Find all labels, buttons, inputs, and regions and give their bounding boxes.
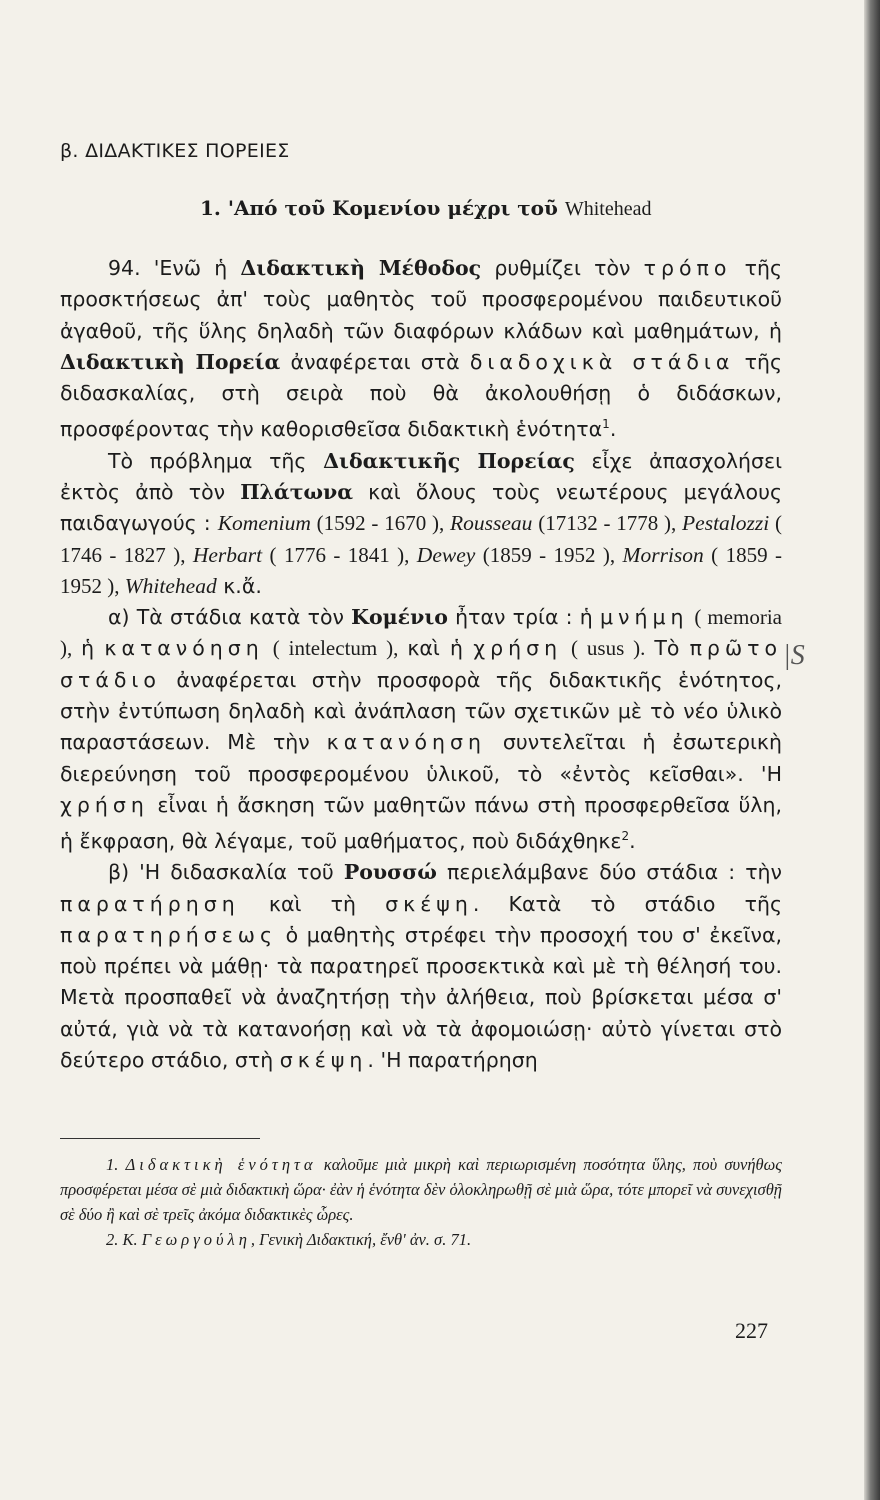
latin-term: ( usus ). [562, 636, 655, 661]
text-run: α) Τὰ στάδια κατὰ τὸν [108, 605, 352, 630]
text-run: ἀναφέρεται στὰ [280, 349, 470, 374]
bold-term: Διδακτικὴ Πορεία [60, 349, 281, 374]
text-run: ρυθμίζει τὸν [481, 256, 644, 280]
latin-term: ( memoria ), [60, 605, 782, 661]
paragraph-94 [60, 253, 782, 446]
author-name: Komenium [217, 511, 311, 536]
text-run: . Κατὰ τὸ στάδιο τῆς [472, 891, 782, 916]
spaced-term: Διδακτικὴ ἑνότητα [125, 1155, 317, 1174]
author-dates: (1859 - 1952 ), [475, 542, 623, 567]
page-edge-shadow [864, 0, 880, 1500]
spaced-term: χρήση [473, 636, 563, 661]
section-heading: β. ΔΙΔΑΚΤΙΚΕΣ ΠΟΡΕΙΕΣ [60, 140, 290, 162]
author-dates: (1592 - 1670 ), [310, 511, 450, 536]
spaced-term: Γεωργούλη [141, 1230, 251, 1249]
author-name: Rousseau [450, 511, 533, 536]
author-dates: (17132 - 1778 ), [532, 511, 683, 536]
text-run: . [629, 829, 636, 853]
text-run: ὁ μαθητὴς στρέφει τὴν προσοχή του σ' ἐκεῖνα, ποὺ πρέπει νὰ μάθῃ· τὰ παρατηρεῖ προσεκτικὰ καὶ μὲ τὴ θέλησή του. Μετὰ προσπαθεῖ νὰ ἀναζητήσῃ τὴν ἀλήθεια, ποὺ βρίσκεται μέσα σ' αὐτά, γιὰ νὰ τὰ κατανοήσῃ καὶ νὰ τὰ ἀφομοιώσῃ· αὐτὸ γίνεται στὸ δεύτερο στάδιο, στὴ [60, 922, 782, 1073]
text-run: Τὸ [654, 636, 690, 661]
bold-term: Διδακτικῆς Πορείας [323, 448, 575, 473]
spaced-term: κατανόηση [326, 730, 487, 755]
footnote-ref: 1 [602, 417, 610, 432]
bold-term: Πλάτωνα [240, 479, 354, 504]
spaced-term: διαδοχικὰ στάδια [469, 349, 735, 374]
footnote-number: 2. Κ. [106, 1230, 138, 1249]
author-name: Dewey [416, 542, 476, 567]
author-name: Whitehead [124, 573, 217, 598]
text-run: εἶχε ἀπασχολήσει ἐκτὸς ἀπὸ τὸν [60, 448, 783, 504]
latin-term: ( intelectum ), [263, 636, 408, 661]
footnotes [60, 1152, 782, 1252]
footnote-ref: 2 [621, 829, 630, 844]
paragraph-number: 94. 'Ενῶ ἡ [108, 256, 241, 280]
text-run: τῆς διδασκαλίας, στὴ σειρὰ ποὺ θὰ ἀκολουθήσῃ ὁ διδάσκων, προσφέροντας τὴν καθορισθεῖσα διδακτικὴ ἑνότητα [60, 349, 782, 442]
spaced-term: σκέψη [385, 891, 473, 916]
text-run: ἡ [81, 636, 105, 661]
body-text [60, 253, 782, 1076]
chapter-title [200, 196, 652, 221]
text-run: β) 'Η διδασκαλία τοῦ [108, 860, 344, 885]
spaced-term: σκέψη [279, 1048, 368, 1073]
footnote-divider [60, 1138, 260, 1139]
page-number: 227 [735, 1318, 768, 1343]
author-name: Morrison [622, 542, 704, 567]
margin-mark: |S [783, 640, 805, 671]
paragraph-problem [60, 446, 782, 602]
spaced-term: τρόπο [643, 256, 732, 280]
chapter-title-name: Whitehead [564, 198, 652, 220]
text-run: συντελεῖται ἡ ἐσωτερικὴ διερεύνηση τοῦ προσφερομένου ὑλικοῦ, τὸ «ἐντὸς κεῖσθαι». 'Η [60, 730, 782, 786]
text-run: Τὸ πρόβλημα τῆς [108, 448, 324, 473]
text-run: . [609, 417, 617, 442]
text-run: περιελάμβανε δύο στάδια : τὴν [436, 860, 782, 885]
footnote-text: , Γενικὴ Διδακτική, ἔνθ' ἀν. σ. 71. [250, 1230, 472, 1249]
spaced-term: πρῶτο στάδιο [60, 636, 782, 692]
paragraph-rousseau [60, 857, 782, 1076]
text-run: εἶναι ἡ ἄσκηση τῶν μαθητῶν πάνω στὴ προσφερθεῖσα ὕλη, ἡ ἔκφραση, θὰ λέγαμε, τοῦ μαθήματος, ποὺ διδάχθηκε [60, 792, 782, 853]
author-dates: ( 1776 - 1841 ), [262, 542, 417, 567]
chapter-number: 1. [200, 196, 221, 220]
spaced-term: παρατήρηση [60, 891, 240, 916]
text-run: τῆς προσκτήσεως ἀπ' τοὺς μαθητὸς τοῦ προσφερομένου παιδευτικοῦ ἀγαθοῦ, τῆς ὕλης δηλαδὴ τῶν διαφόρων κλάδων καὶ μαθημάτων, ἡ [60, 256, 782, 343]
chapter-title-text: 'Από τοῦ Κομενίου μέχρι τοῦ [227, 196, 558, 220]
bold-term: Κομένιο [351, 605, 448, 630]
text-run: κ.ἄ. [216, 573, 262, 598]
author-name: Pestalozzi [682, 511, 770, 536]
text-run: ἀναφέρεται στὴν προσφορὰ τῆς διδακτικῆς ἑνότητος, στὴν ἐντύπωση δηλαδὴ καὶ ἀνάπλαση τῶν σχετικῶν μὲ τὸ νέο ὑλικὸ παραστάσεων. Μὲ τὴν [60, 667, 782, 755]
text-run: . 'Η παρατήρηση [367, 1048, 538, 1073]
author-dates: ( 1859 - 1952 ), [60, 542, 782, 598]
spaced-term: μνήμη [599, 605, 689, 630]
footnote-2 [60, 1227, 782, 1252]
spaced-term: παρατηρήσεως [60, 922, 277, 947]
text-run: καὶ ἡ [407, 636, 474, 661]
bold-term: Διδακτικὴ Μέθοδος [240, 256, 482, 280]
author-name: Herbart [192, 542, 263, 567]
footnote-number: 1. [106, 1155, 119, 1174]
author-dates: ( 1746 - 1827 ), [60, 511, 783, 567]
footnote-1 [60, 1152, 782, 1227]
text-run: καὶ ὅλους τοὺς νεωτέρους μεγάλους παιδαγωγούς : [60, 479, 782, 536]
bold-term: Ρουσσώ [343, 860, 437, 885]
spaced-term: χρήση [60, 792, 149, 817]
paragraph-komenius [60, 602, 782, 857]
spaced-term: κατανόηση [104, 636, 264, 661]
text-run: καὶ τὴ [239, 891, 386, 916]
text-run: ἦταν τρία : ἡ [447, 605, 600, 630]
footnote-text: καλοῦμε μιὰ μικρὴ καὶ περιωρισμένη ποσότητα ὕλης, ποὺ συνήθως προσφέρεται μέσα σὲ μιὰ διδακτικὴ ὥρα· ἐὰν ἡ ἑνότητα δὲν ὁλοκληρωθῇ σὲ μιὰ ὥρα, τότε μπορεῖ νὰ συνεχισθῇ σὲ δύο ἢ καὶ σὲ τρεῖς ἀκόμα διδακτικὲς ὧρες. [60, 1155, 782, 1224]
